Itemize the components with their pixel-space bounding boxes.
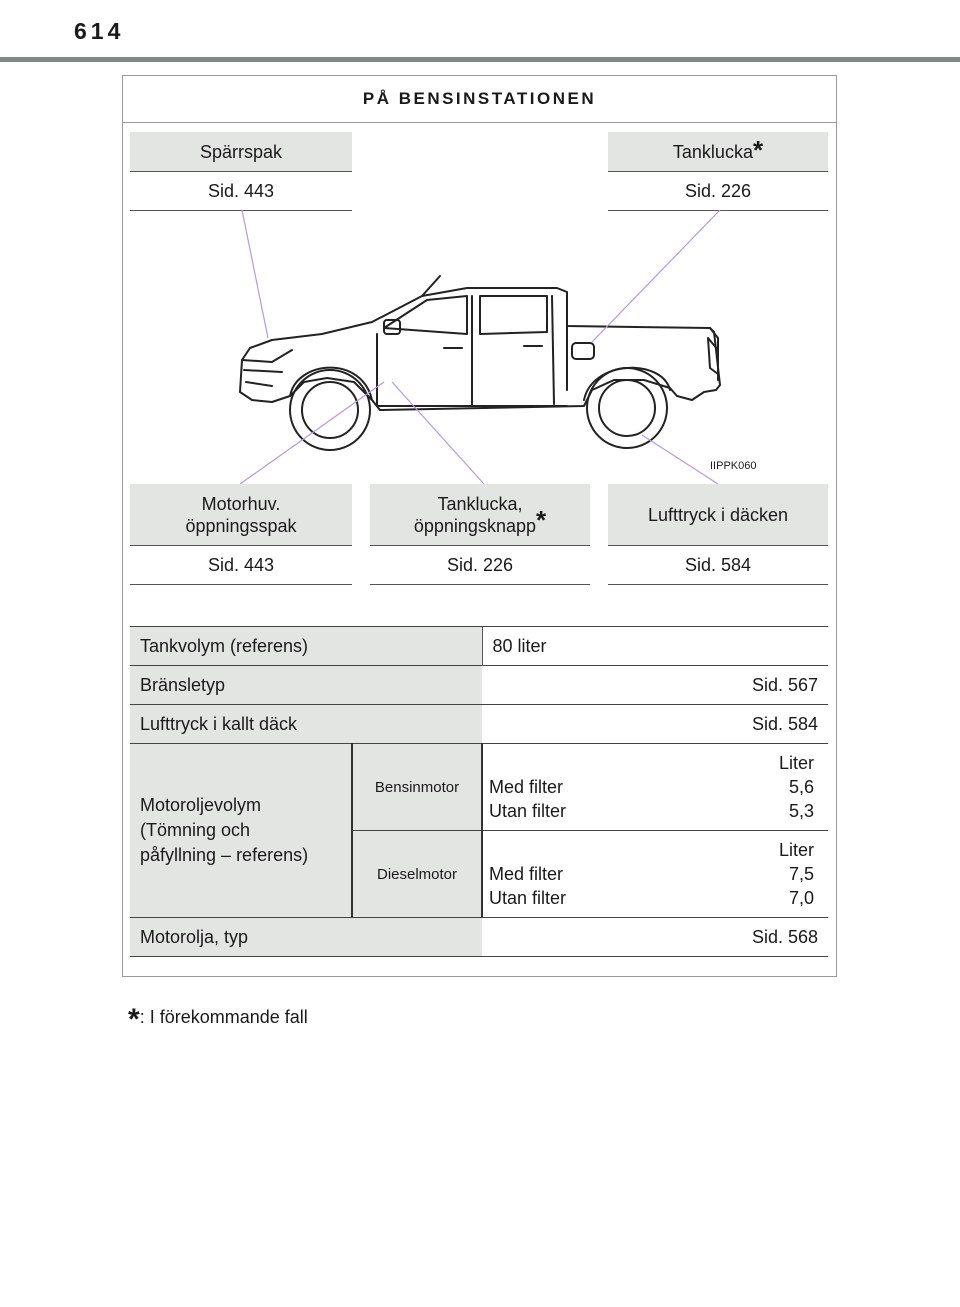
lufttryck-kallt-label: Lufttryck i kallt däck bbox=[130, 705, 482, 744]
callout-tanklucka-label: Tanklucka * bbox=[608, 132, 828, 172]
lufttryck-kallt-value: Sid. 584 bbox=[482, 705, 828, 744]
callout-lufttryck-page: Sid. 584 bbox=[608, 546, 828, 585]
asterisk-icon: * bbox=[752, 134, 764, 165]
bensinmotor-label: Bensinmotor bbox=[352, 744, 482, 831]
vehicle-illustration bbox=[122, 210, 837, 490]
dieselmotor-values: Liter Med filter 7,5 Utan filter 7,0 bbox=[482, 831, 828, 918]
image-code: IIPPK060 bbox=[710, 460, 757, 472]
callout-lufttryck-label: Lufttryck i däcken bbox=[608, 484, 828, 546]
callout-tanklucka-knapp-page: Sid. 226 bbox=[370, 546, 590, 585]
table-row bbox=[130, 744, 828, 831]
page-number: 614 bbox=[74, 18, 125, 44]
callout-motorhuv-page: Sid. 443 bbox=[130, 546, 352, 585]
callout-sparrspak-label: Spärrspak bbox=[130, 132, 352, 172]
table-row bbox=[130, 666, 828, 705]
bransletyp-label: Bränsletyp bbox=[130, 666, 482, 705]
callout-motorhuv-label: Motorhuv. öppningsspak bbox=[130, 484, 352, 546]
callout-sparrspak-page: Sid. 443 bbox=[130, 172, 352, 211]
asterisk-icon: * bbox=[128, 1003, 140, 1036]
bransletyp-value: Sid. 567 bbox=[482, 666, 828, 705]
header-rule bbox=[0, 57, 960, 62]
section-title: PÅ BENSINSTATIONEN bbox=[122, 75, 837, 123]
tankvolym-value: 80 liter bbox=[482, 627, 828, 666]
callout-tanklucka-page: Sid. 226 bbox=[608, 172, 828, 211]
footnote: *: I förekommande fall bbox=[128, 1003, 308, 1036]
motoroljevolym-label: Motoroljevolym (Tömning och påfyllning – referens) bbox=[130, 744, 352, 918]
table-row bbox=[130, 627, 828, 666]
motorolja-typ-value: Sid. 568 bbox=[482, 918, 828, 957]
callout-tanklucka-knapp-label: Tanklucka, öppningsknapp* bbox=[370, 484, 590, 546]
dieselmotor-label: Dieselmotor bbox=[352, 831, 482, 918]
bensinmotor-values: Liter Med filter 5,6 Utan filter 5,3 bbox=[482, 744, 828, 831]
table-row bbox=[130, 918, 828, 957]
tankvolym-label: Tankvolym (referens) bbox=[130, 627, 482, 666]
asterisk-icon: * bbox=[535, 504, 547, 535]
table-row bbox=[130, 705, 828, 744]
motorolja-typ-label: Motorolja, typ bbox=[130, 918, 482, 957]
spec-table bbox=[130, 626, 828, 957]
